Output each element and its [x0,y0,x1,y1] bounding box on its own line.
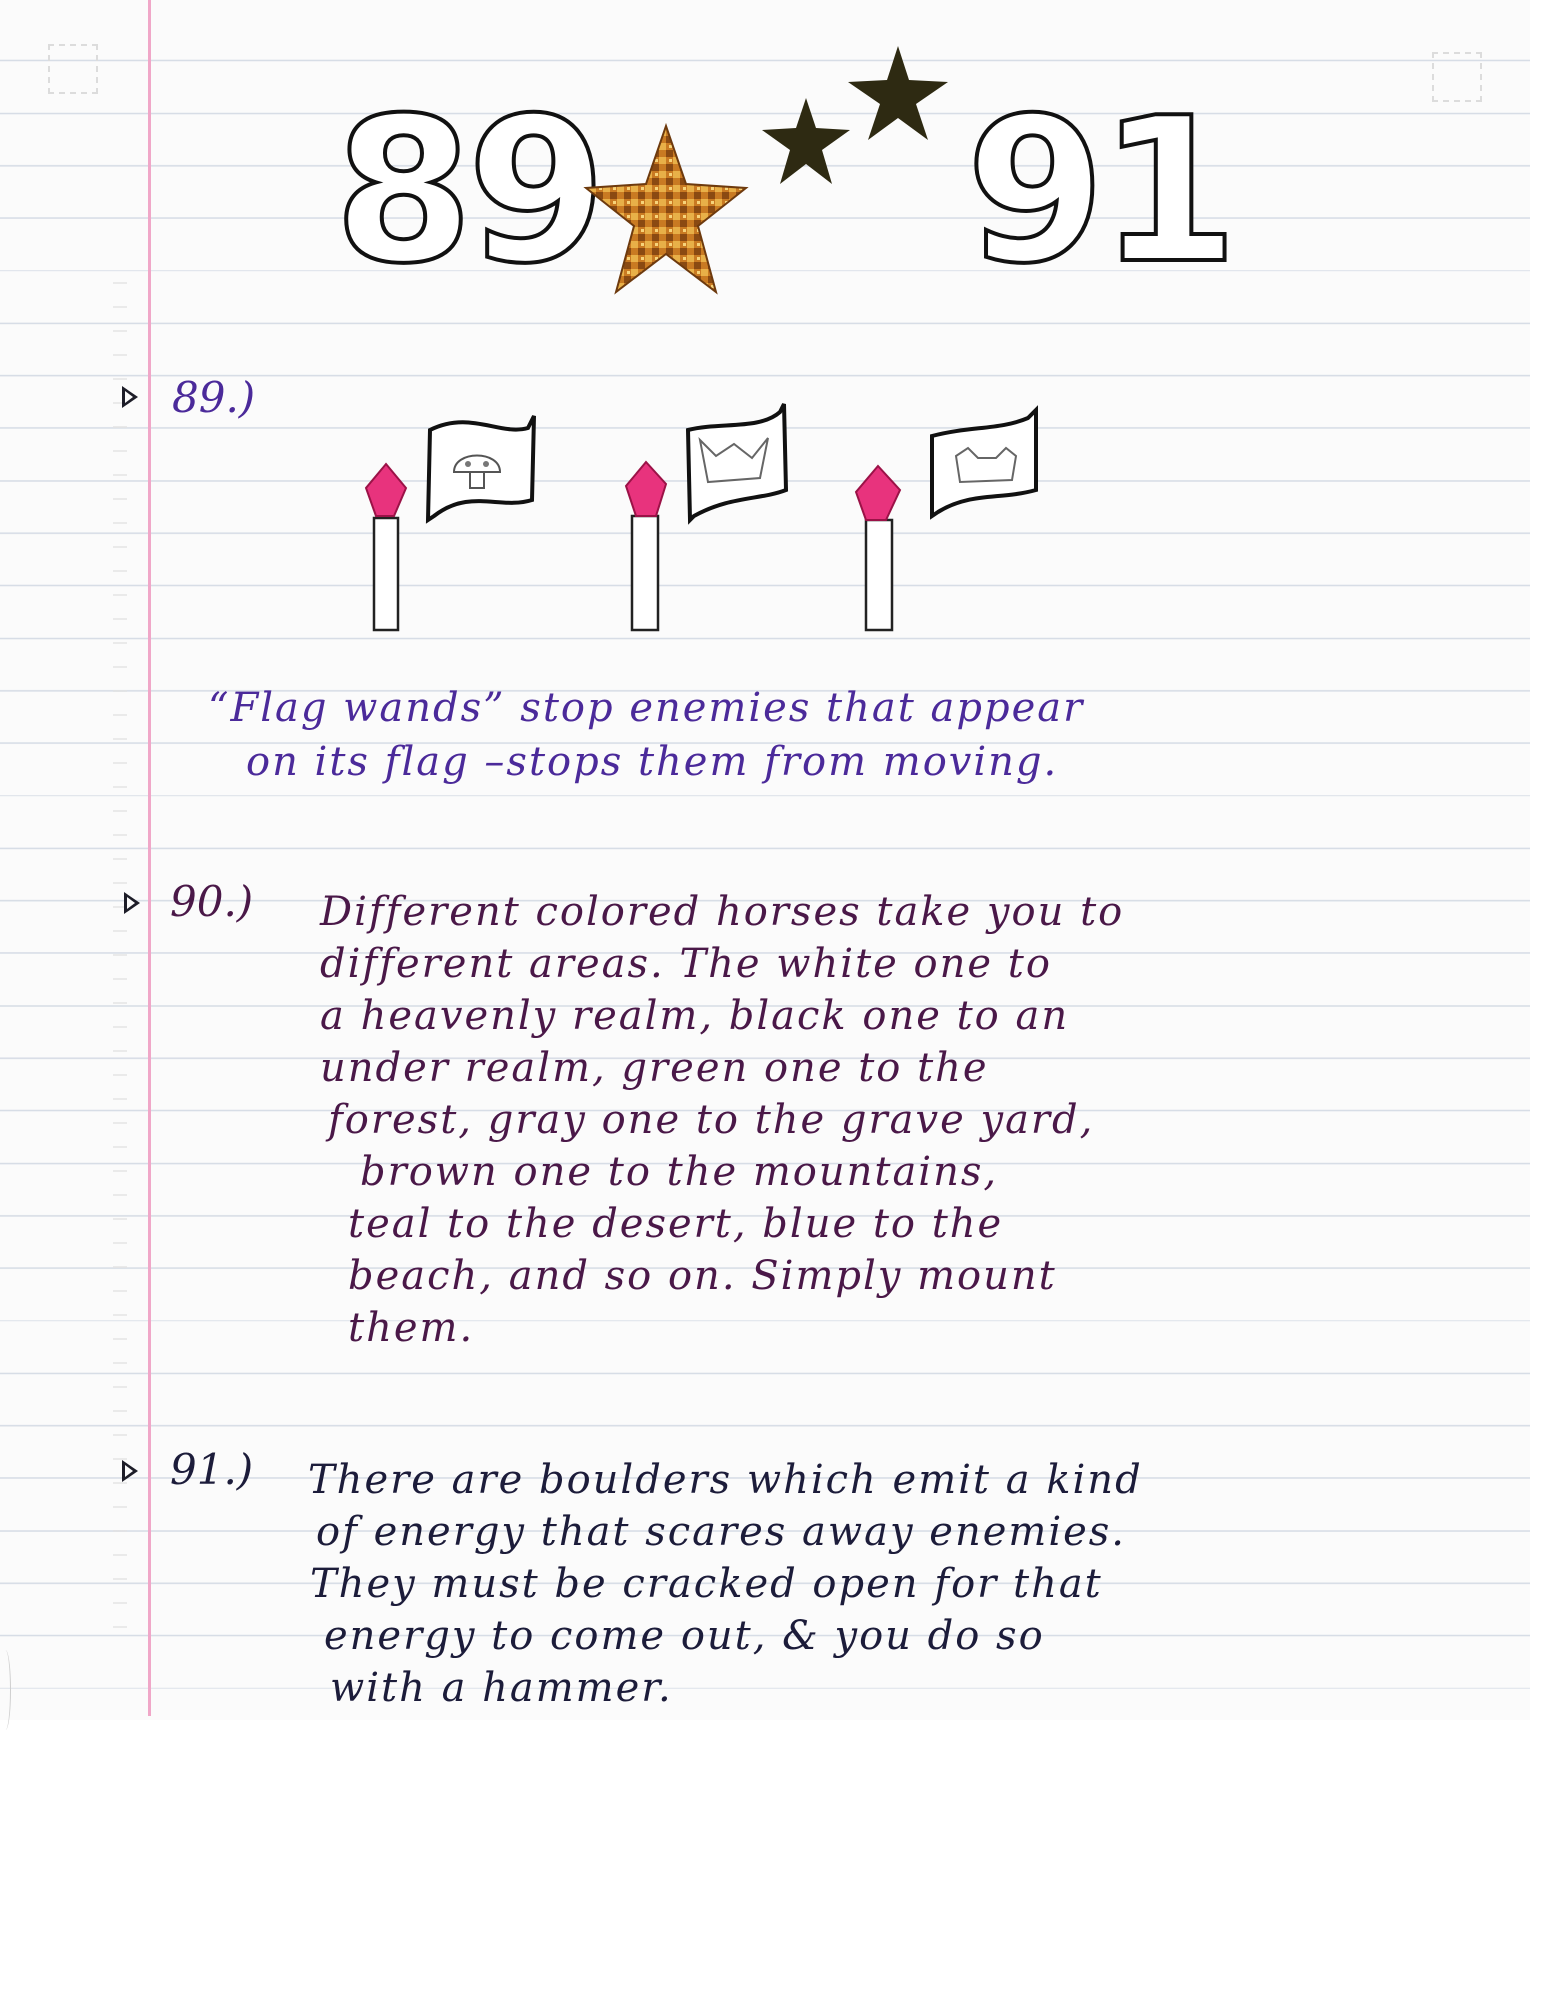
entry-90-line-7: teal to the desert, blue to the [348,1201,1004,1247]
small-star-icon-2 [846,44,950,142]
entry-90-line-4: under realm, green one to the [320,1045,989,1091]
entry-90-line-5: forest, gray one to the grave yard, [328,1097,1095,1143]
small-star-icon [760,96,852,186]
flag-wand-3 [856,410,1036,630]
corner-mark-left [48,44,98,94]
entry-number-90: 90.) [170,877,254,926]
page-header [320,30,1233,320]
perforation-strip [113,260,127,1640]
entry-91-line-1: There are boulders which emit a kind [308,1457,1143,1503]
flag-wand-1 [366,416,534,630]
entry-91-line-3: They must be cracked open for that [310,1561,1103,1607]
flag-wand-2 [626,404,786,630]
entry-91-line-4: energy to come out, & you do so [324,1613,1045,1659]
entry-89-line-2: on its flag –stops them from moving. [246,739,1059,785]
right-number: 91 [966,75,1233,308]
entry-90-line-8: beach, and so on. Simply mount [348,1253,1057,1299]
entry-90-line-6: brown one to the mountains, [360,1149,999,1195]
torn-edge [0,1650,11,1730]
flag-wands-illustration [360,400,1080,640]
entry-91-line-2: of energy that scares away enemies. [316,1509,1127,1555]
entry-bullet-90 [124,892,140,914]
entry-bullet-89 [122,386,138,408]
corner-mark-right [1432,52,1482,102]
entry-number-91: 91.) [170,1445,254,1494]
entry-90-line-3: a heavenly realm, black one to an [320,993,1070,1039]
entry-number-89: 89.) [172,373,256,422]
entry-90-line-1: Different colored horses take you to [320,889,1125,935]
glitter-star-icon [582,122,750,302]
entry-bullet-91 [122,1460,138,1482]
margin-line [148,0,151,1716]
entry-90-line-2: different areas. The white one to [320,941,1052,987]
entry-90-line-9: them. [348,1305,475,1351]
entry-89-line-1: “Flag wands” stop enemies that appear [208,685,1085,731]
entry-91-line-5: with a hammer. [330,1665,673,1711]
left-number: 89 [334,75,601,308]
